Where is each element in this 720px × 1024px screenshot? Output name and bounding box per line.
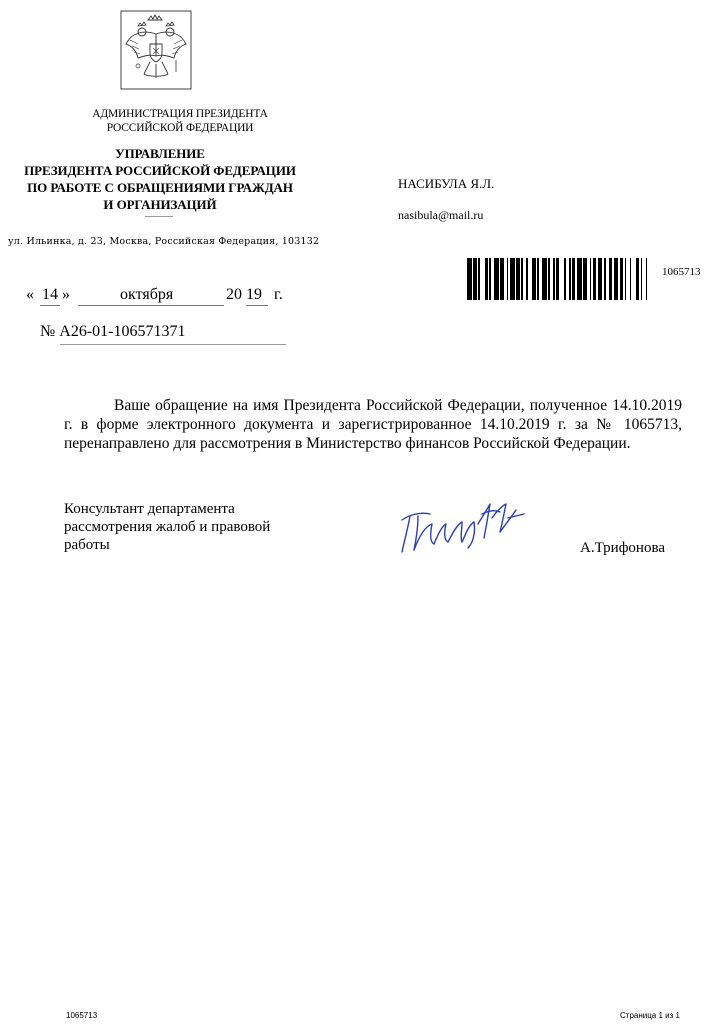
date-day-underline <box>40 305 60 306</box>
signature-icon <box>396 494 528 558</box>
date-year-suffix: 19 <box>246 286 262 303</box>
department-title-line2: ПРЕЗИДЕНТА РОССИЙСКОЙ ФЕДЕРАЦИИ <box>24 163 296 178</box>
letter-body: Ваше обращение на имя Президента Российской Федерации, полученное 14.10.2019 г. в форме электронного документа и зарегистрированное 14.10.2019 г. за № 1065713, перенаправлено для рассмотрения в Министерство финансов Российской Федерации. <box>64 397 682 452</box>
department-title-line3: ПО РАБОТЕ С ОБРАЩЕНИЯМИ ГРАЖДАН <box>27 180 293 195</box>
admin-title-line1: АДМИНИСТРАЦИЯ ПРЕЗИДЕНТА <box>92 108 268 120</box>
date-year-unit: г. <box>274 286 283 303</box>
date-close-quote: » <box>62 286 70 303</box>
recipient-name: НАСИБУЛА Я.Л. <box>398 176 495 191</box>
date-day: 14 <box>42 286 58 303</box>
date-open-quote: « <box>26 286 34 303</box>
department-title-line1: УПРАВЛЕНИЕ <box>115 146 205 161</box>
handwritten-signature <box>396 494 528 558</box>
barcode <box>467 258 652 300</box>
barcode-bar <box>647 258 652 300</box>
department-title-line4: И ОРГАНИЗАЦИЙ <box>103 197 217 212</box>
registration-number: № А26-01-106571371 <box>40 323 186 340</box>
footer-page-number: Страница 1 из 1 <box>620 1011 680 1020</box>
document-date <box>26 286 306 306</box>
admin-title-line2: РОССИЙСКОЙ ФЕДЕРАЦИИ <box>106 122 254 134</box>
signer-title-line2: рассмотрения жалоб и правовой <box>64 519 271 535</box>
sender-address: ул. Ильинка, д. 23, Москва, Российская Федерация, 103132 <box>8 236 320 247</box>
date-month-underline <box>78 305 224 306</box>
coat-of-arms-emblem <box>120 10 192 90</box>
header-divider <box>145 216 173 217</box>
date-year-underline <box>246 305 268 306</box>
double-headed-eagle-icon <box>120 10 192 90</box>
signer-title-line1: Консультант департамента <box>64 501 235 517</box>
barcode-number: 1065713 <box>662 266 701 278</box>
signer-title-line3: работы <box>64 537 110 553</box>
signer-name: А.Трифонова <box>580 540 665 556</box>
recipient-email: nasibula@mail.ru <box>398 208 484 222</box>
registration-number-underline <box>60 344 286 345</box>
date-year-prefix: 20 <box>226 286 242 303</box>
signer-title <box>64 500 324 554</box>
footer-document-number: 1065713 <box>66 1011 98 1020</box>
date-month: октября <box>120 286 174 303</box>
